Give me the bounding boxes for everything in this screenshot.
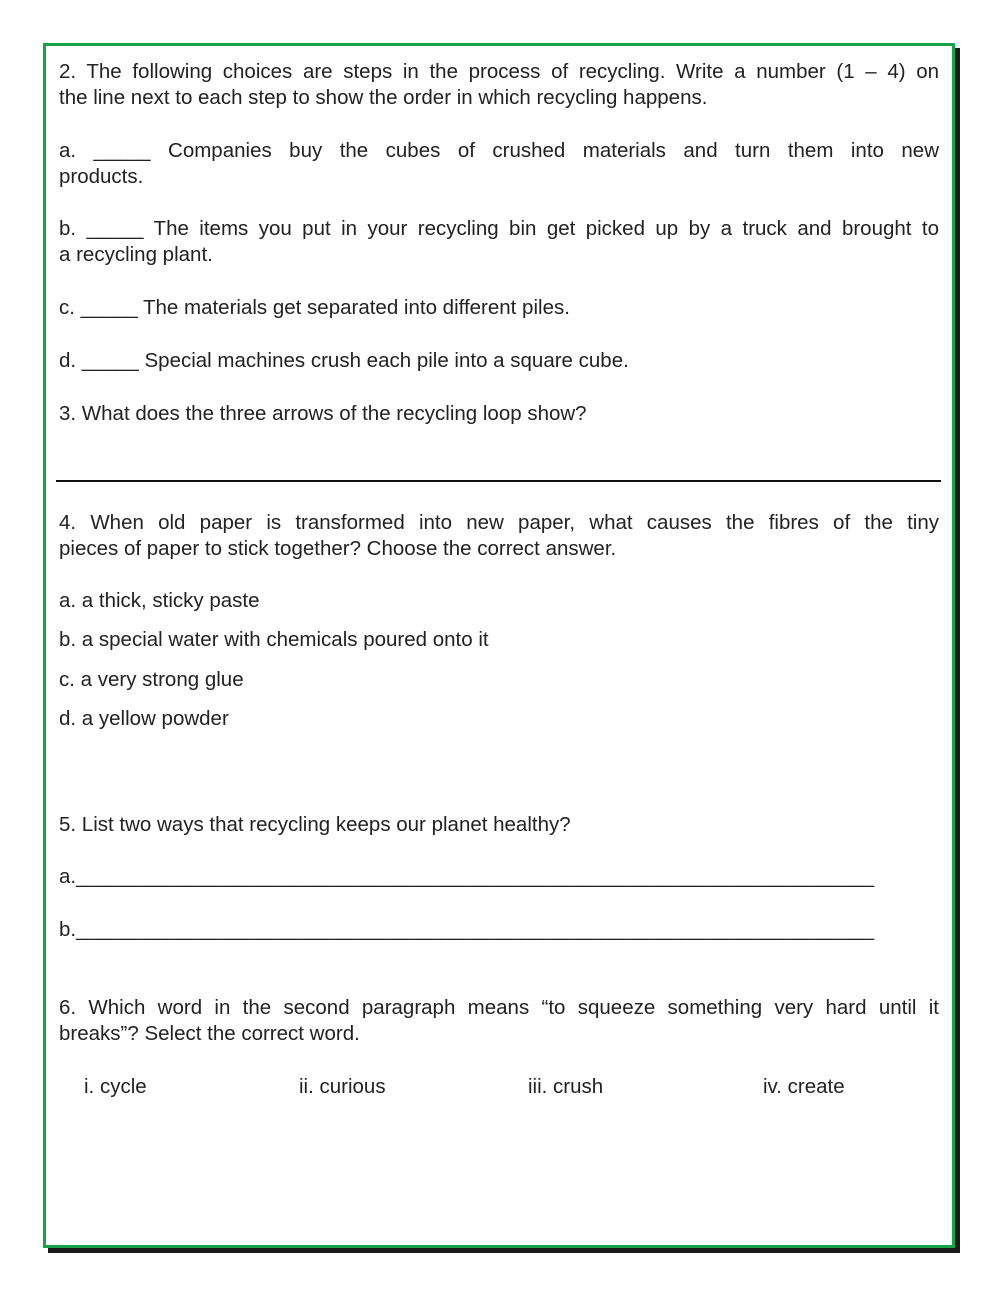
q4-option-b[interactable]: b. a special water with chemicals poured onto it xyxy=(59,628,489,651)
q2-step-c[interactable]: c. _____ The materials get separated into different piles. xyxy=(59,296,570,319)
q2-step-a-line1: a. _____ Companies buy the cubes of crushed materials and turn them into new xyxy=(59,139,939,162)
q3-answer-line[interactable] xyxy=(56,480,941,482)
q6-question xyxy=(59,995,939,1047)
q6-option-iii[interactable]: iii. crush xyxy=(528,1075,604,1098)
q5-answer-a[interactable]: a.______________________________________________________________________ xyxy=(59,865,875,888)
q4-option-d[interactable]: d. a yellow powder xyxy=(59,707,229,730)
q3-question: 3. What does the three arrows of the recycling loop show? xyxy=(59,402,587,425)
q2-step-d[interactable]: d. _____ Special machines crush each pile into a square cube. xyxy=(59,349,629,372)
q5-question: 5. List two ways that recycling keeps our planet healthy? xyxy=(59,813,571,836)
q2-step-b-line1: b. _____ The items you put in your recycling bin get picked up by a truck and brought to xyxy=(59,217,939,240)
q2-question-line2: the line next to each step to show the order in which recycling happens. xyxy=(59,86,708,109)
q2-step-b-line2: a recycling plant. xyxy=(59,243,213,266)
q2-step-a-line2: products. xyxy=(59,165,144,188)
q2-question-line1: 2. The following choices are steps in the process of recycling. Write a number (1 – 4) on xyxy=(59,60,939,83)
q4-question-line1: 4. When old paper is transformed into new paper, what causes the fibres of the tiny xyxy=(59,511,939,534)
q2-question xyxy=(59,59,939,111)
q6-option-i[interactable]: i. cycle xyxy=(84,1075,147,1098)
q6-question-line1: 6. Which word in the second paragraph means “to squeeze something very hard until it xyxy=(59,996,939,1019)
q4-question-line2: pieces of paper to stick together? Choose the correct answer. xyxy=(59,537,617,560)
q6-option-iv[interactable]: iv. create xyxy=(763,1075,845,1098)
q2-step-a[interactable] xyxy=(59,138,939,190)
q4-option-c[interactable]: c. a very strong glue xyxy=(59,668,244,691)
q4-option-a[interactable]: a. a thick, sticky paste xyxy=(59,589,260,612)
q6-option-ii[interactable]: ii. curious xyxy=(299,1075,386,1098)
q4-question xyxy=(59,510,939,562)
q5-answer-b[interactable]: b.______________________________________________________________________ xyxy=(59,918,875,941)
q2-step-b[interactable] xyxy=(59,216,939,268)
q6-question-line2: breaks”? Select the correct word. xyxy=(59,1022,360,1045)
